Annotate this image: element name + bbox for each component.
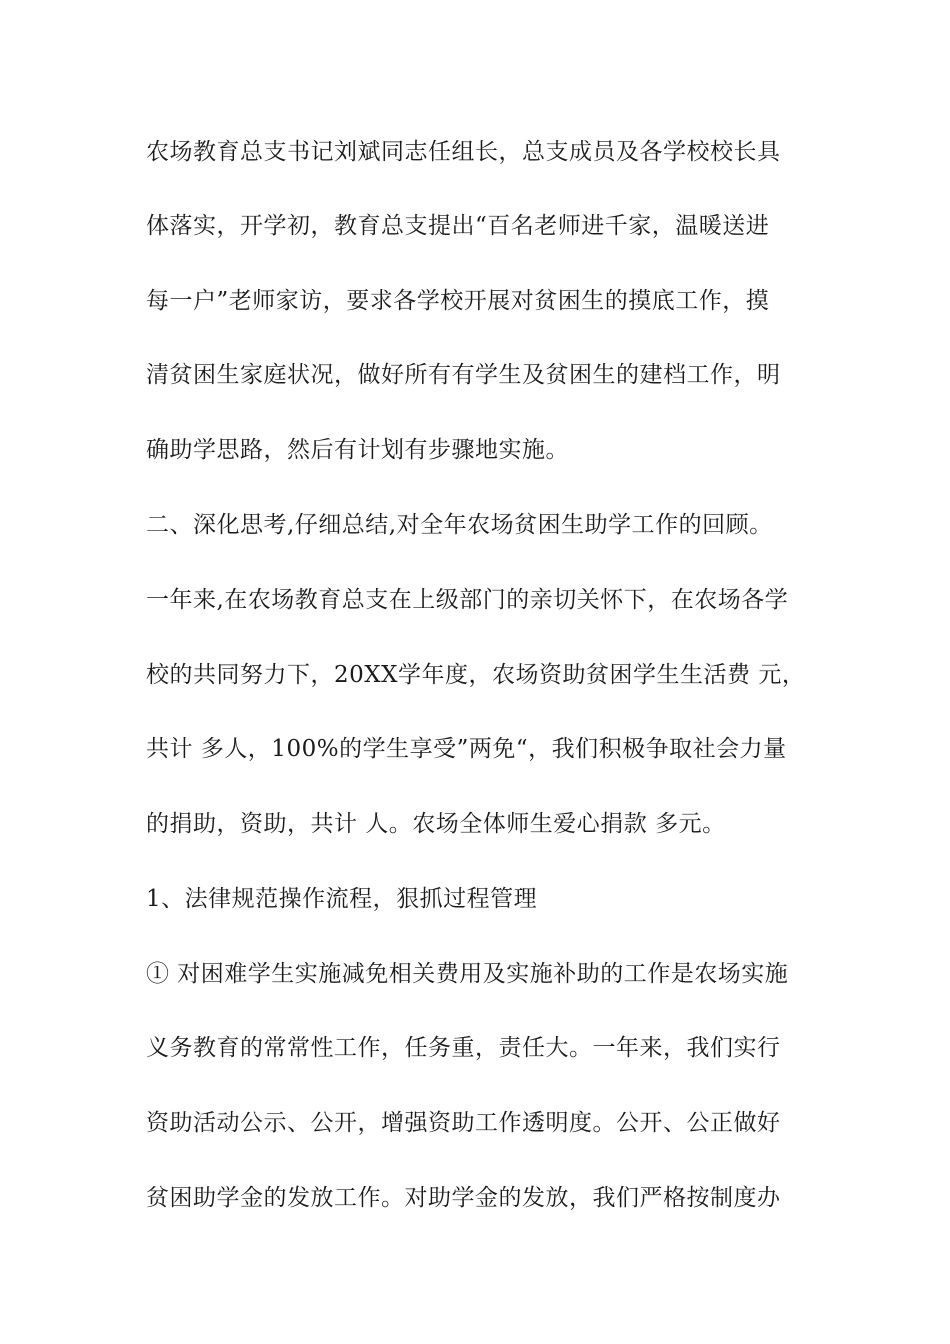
text-line: 农场教育总支书记刘斌同志任组长，总支成员及各学校校长具 — [146, 139, 781, 165]
text-line: 每一户”老师家访，要求各学校开展对贫困生的摸底工作，摸 — [146, 288, 770, 314]
text-line: 校的共同努力下，20XX学年度，农场资助贫困学生生活费 元， — [146, 662, 806, 688]
subsection-heading: 1、法律规范操作流程，狠抓过程管理 — [146, 886, 538, 912]
text-line: ① 对困难学生实施减免相关费用及实施补助的工作是农场实施 — [146, 961, 789, 987]
text-line: 的捐助，资助，共计 人。农场全体师生爱心捐款 多元。 — [146, 811, 726, 837]
text-line: 贫困助学金的发放工作。对助学金的发放，我们严格按制度办 — [146, 1185, 781, 1211]
text-line: 确助学思路，然后有计划有步骤地实施。 — [146, 437, 569, 463]
text-line: 共计 多人，100%的学生享受”两免“，我们积极争取社会力量 — [146, 736, 787, 762]
text-line: 资助活动公示、公开，增强资助工作透明度。公开、公正做好 — [146, 1110, 781, 1136]
text-line: 体落实，开学初，教育总支提出“百名老师进千家，温暖送进 — [146, 213, 770, 239]
text-line: 义务教育的常常性工作，任务重，责任大。一年来，我们实行 — [146, 1035, 781, 1061]
section-heading: 二、深化思考,仔细总结,对全年农场贫困生助学工作的回顾。 — [146, 512, 773, 538]
text-line: 清贫困生家庭状况，做好所有有学生及贫困生的建档工作，明 — [146, 362, 781, 388]
text-line: 一年来,在农场教育总支在上级部门的亲切关怀下，在农场各学 — [146, 587, 789, 613]
